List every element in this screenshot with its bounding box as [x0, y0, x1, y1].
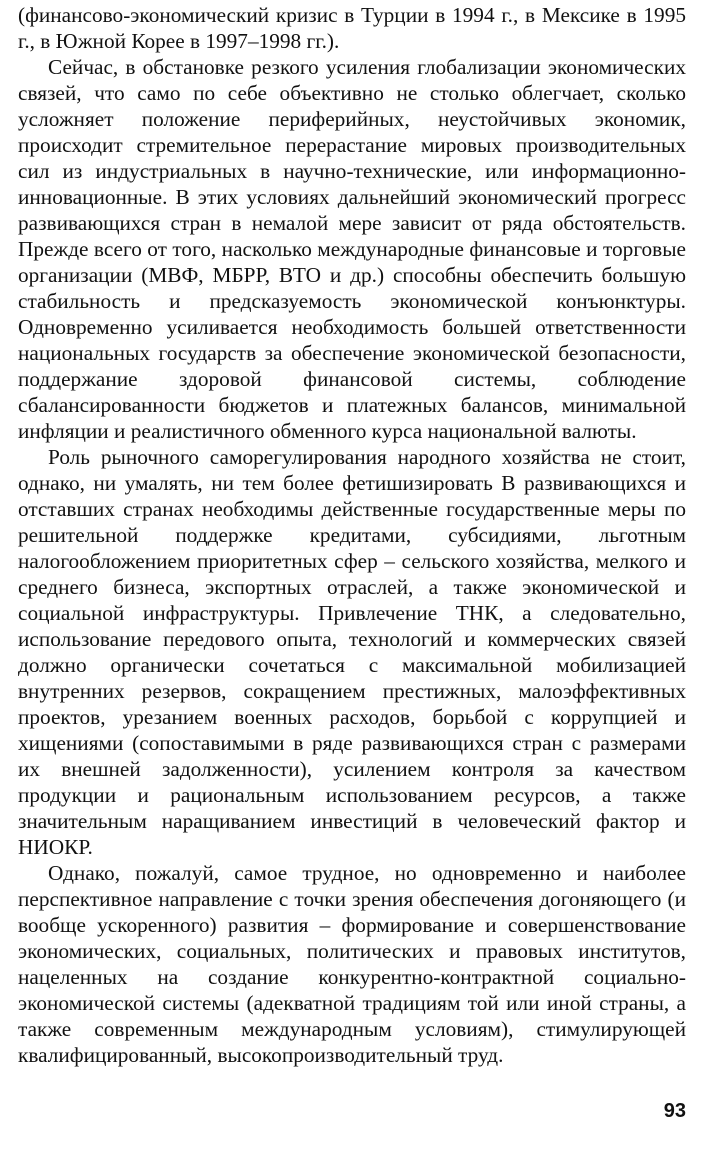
paragraph-1: (финансово-экономический кризис в Турции в 1994 г., в Мексике в 1995 г., в Южной Корее в 1997–1998 гг.).: [18, 3, 686, 53]
body-text: [18, 2, 686, 1068]
paragraph-3: Роль рыночного саморегулирования народного хозяйства не стоит, однако, ни умалять, ни тем более фетишизировать В развивающихся и отставших странах необходимы действенные государственные меры по решительной поддержке кредитами, субсидиями, льготным налогообложением приоритетных сфер – сельского хозяйства, мелкого и среднего бизнеса, экспортных отраслей, а также экономической и социальной инфраструктуры. Привлечение ТНК, а следовательно, использование передового опыта, технологий и коммерческих связей должно органически сочетаться с максимальной мобилизацией внутренних резервов, сокращением престижных, малоэффективных проектов, урезанием военных расходов, борьбой с коррупцией и хищениями (сопоставимыми в ряде развивающихся стран с размерами их внешней задолженности), усилением контроля за качеством продукции и рациональным использованием ресурсов, а также значительным наращиванием инвестиций в человеческий фактор и НИОКР.: [18, 445, 686, 859]
paragraph-4: Однако, пожалуй, самое трудное, но одновременно и наиболее перспективное направление с точки зрения обеспечения догоняющего (и вообще ускоренного) развития – формирование и совершенствование экономических, социальных, политических и правовых институтов, нацеленных на создание конкурентно-контрактной социально-экономической системы (адекватной традициям той или иной страны, а также современным международным условиям), стимулирующей квалифицированный, высокопроизводительный труд.: [18, 861, 686, 1067]
paragraph-2: Сейчас, в обстановке резкого усиления глобализации экономических связей, что само по себе объективно не столько облегчает, сколько усложняет положение периферийных, неустойчивых экономик, происходит стремительное перерастание мировых производительных сил из индустриальных в научно-технические, или информационно-инновационные. В этих условиях дальнейший экономический прогресс развивающихся стран в немалой мере зависит от ряда обстоятельств. Прежде всего от того, насколько международные финансовые и торговые организации (МВФ, МБРР, ВТО и др.) способны обеспечить большую стабильность и предсказуемость экономической конъюнктуры. Одновременно усиливается необходимость большей ответственности национальных государств за обеспечение экономической безопасности, поддержание здоровой финансовой системы, соблюдение сбалансированности бюджетов и платежных балансов, минимальной инфляции и реалистичного обменного курса национальной валюты.: [18, 55, 686, 443]
page-number: 93: [663, 1100, 686, 1122]
